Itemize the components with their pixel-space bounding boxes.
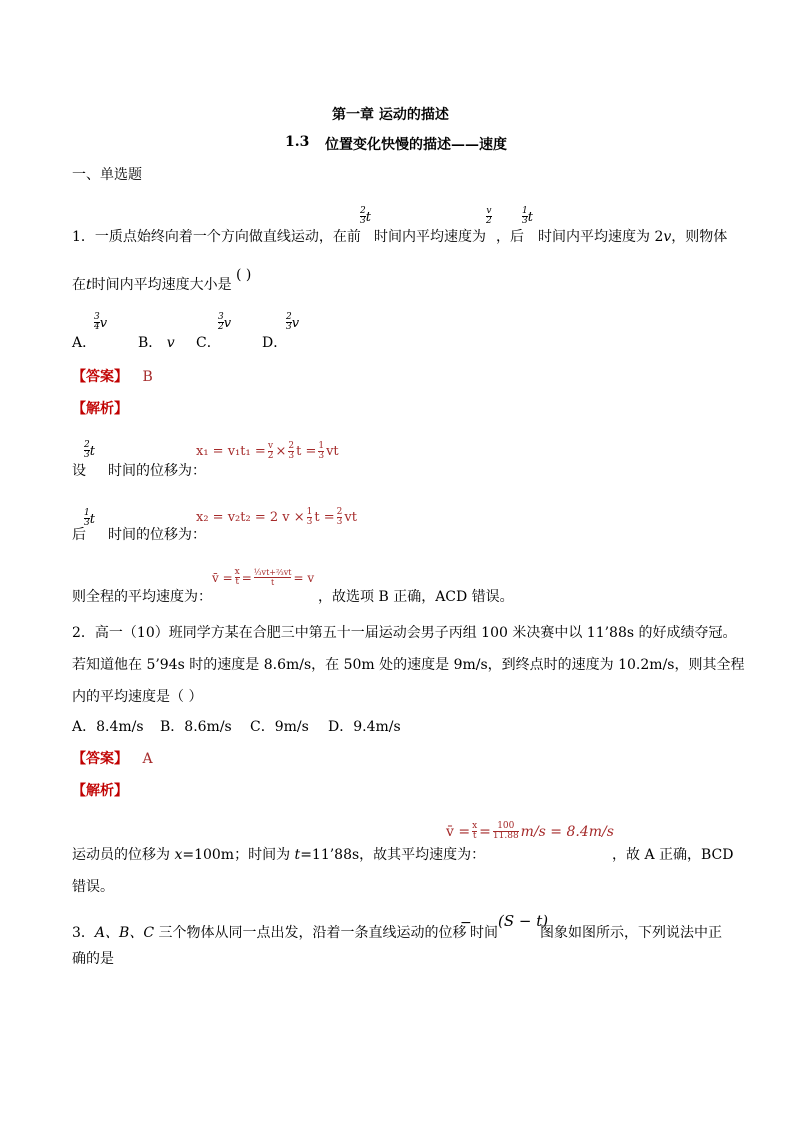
q3-paren: (S − t) [498,912,549,930]
q3-line2: 确的是 [72,951,114,967]
q1-frac-front [360,206,371,226]
chapter-title: 第一章 运动的描述 [332,107,449,123]
q1-option-c-num: 3 [218,312,224,322]
sol3-pre: 则全程的平均速度为： [72,589,212,605]
q2-option-b[interactable]: B．8.6m/s [160,719,232,735]
q1-option-c-frac [218,312,231,332]
q2-sol-x: x [174,847,183,863]
q1-line1 [72,228,361,246]
sol1-pre: 设 [72,463,86,479]
q2-formula-den: 11.88 [492,831,519,841]
q1-option-c[interactable] [196,334,221,352]
q3-dash: − [460,915,472,931]
q1-frac-back-var: t [527,210,533,225]
q1-option-a-label: A． [72,335,97,351]
section-title: 位置变化快慢的描述——速度 [325,137,507,153]
q1-text-a: 1．一质点始终向着一个方向做直线运动，在前 [72,229,361,245]
q3-text-c: 时间 [470,925,498,941]
q3-text-a: 3． [72,925,95,941]
q3-text-d: 图象如图所示，下列说法中正 [540,925,722,941]
q2-sol-a: 运动员的位移为 [72,847,175,863]
q1-frac-front-var: t [365,210,371,225]
q1-answer-paren: ( ) [236,267,252,283]
q2-sol-d: ，故 A 正确，BCD [612,847,734,863]
q2-solution-line1 [72,846,485,864]
q1-option-b-value: v [166,335,175,351]
q1-option-d-label: D． [262,335,288,351]
q2-option-d[interactable]: D．9.4m/s [328,719,401,735]
q2-option-a[interactable]: A．8.4m/s [72,719,144,735]
q1-line1-tail [538,228,727,246]
q1-answer-value: B [142,369,153,385]
q1-option-d-var: v [291,316,300,331]
q1-frac-front-den: 3 [360,216,366,226]
q2-sol-t: t [294,847,301,863]
q2-line3: 内的平均速度是（ ） [72,689,203,705]
q3-text-b: 三个物体从同一点出发，沿着一条直线运动的位移 [154,925,467,941]
q2-sol-c: =11’88s，故其平均速度为： [300,847,486,863]
q1-frac-v-num: v [486,206,492,216]
sol2-post: 时间的位移为： [108,527,206,543]
sol2-frac: $\frac{1}{3}$ t [84,508,95,528]
q1-option-c-var: v [223,316,232,331]
q1-frac-back-num: 1 [522,206,528,216]
q2-formula-num: 100 [497,821,515,831]
q1-text-e: ，则物体 [671,229,728,245]
q1-analysis-tag: 【解析】 [72,401,128,417]
q1-option-c-label: C． [196,335,221,351]
q1-option-c-den: 2 [218,322,224,332]
q2-analysis-tag: 【解析】 [72,783,128,799]
sol3-text [72,588,212,606]
section-number: 1.3 [285,134,310,150]
q1-option-a-den: 4 [94,322,100,332]
q1-option-b[interactable] [138,334,175,352]
q2-line2: 若知道他在 5’94s 时的速度是 8.6m/s，在 50m 处的速度是 9m/s，到终点时的速度为 10.2m/s，则其全程 [72,657,745,673]
q1-line2-a: 在 [72,277,86,293]
q1-line2-t: t [86,277,92,293]
q2-answer-value: A [142,751,153,767]
q2-option-c[interactable]: C．9m/s [250,719,309,735]
q1-option-a-num: 3 [94,312,100,322]
q1-line2 [72,276,232,294]
q2-answer-row [72,750,153,768]
sol1-text [72,462,206,480]
q1-option-b-label: B． [138,335,163,351]
q1-answer-row [72,368,153,386]
q1-option-a[interactable] [72,334,96,352]
q2-sol-b: =100m；时间为 [182,847,295,863]
q1-frac-v-den: 2 [486,216,492,226]
q3-line1 [72,924,467,942]
q1-text-d: 时间内平均速度为 2 [538,229,664,245]
q2-formula-unit: m/s = 8.4m/s [520,823,614,840]
q1-frac-back [522,206,533,226]
q1-answer-tag: 【答案】 [72,369,128,385]
sol3-post: ，故选项 B 正确，ACD 错误。 [318,589,514,605]
sol1-frac: $\frac{2}{3}$ t [84,440,95,460]
q1-text-c: ，后 [496,229,524,245]
sol2-formula: x₂ = v₂t₂ = 2 v × $\frac{1}{3}$ t = $\frac{2}{3}$ vt [196,507,357,527]
q2-answer-tag: 【答案】 [72,751,128,767]
q2-formula: v̄ = $\frac{x}{t}$ = $\frac{100}{11.88}$ m/s = 8.4m/s [446,821,614,841]
q1-frac-front-num: 2 [360,206,366,216]
q1-option-a-frac [94,312,107,332]
q1-frac-v [486,206,492,226]
q1-option-d[interactable] [262,334,287,352]
sol3-formula: v̄ = $\frac{x}{t}$ = $\frac{\text{⅓vt+⅔vt}}{t}$ = v [212,567,315,587]
q1-frac-back-den: 3 [522,216,528,226]
q1-option-d-den: 3 [286,322,292,332]
q1-text-v: v [663,229,672,245]
sol1-formula: x₁ = v₁t₁ = $\frac{v}{2}$ × $\frac{2}{3}$ t = $\frac{1}{3}$ vt [196,441,339,461]
q1-text-b: 时间内平均速度为 [374,229,486,245]
q1-option-a-var: v [99,316,108,331]
sol2-formula-text: x₂ = v₂t₂ = 2 v × [196,510,305,525]
q1-option-d-num: 2 [286,312,292,322]
q1-option-d-frac [286,312,299,332]
q2-sol-e: 错误。 [72,879,114,895]
sol2-pre: 后 [72,527,86,543]
part-title: 一、单选题 [72,167,142,183]
sol2-text [72,526,206,544]
sol1-formula-text: x₁ = v₁t₁ = [196,444,266,459]
q1-line2-b: 时间内平均速度大小是 [91,277,232,293]
sol1-post: 时间的位移为： [108,463,206,479]
q2-line1: 2．高一（10）班同学方某在合肥三中第五十一届运动会男子丙组 100 米决赛中以 11’88s 的好成绩夺冠。 [72,625,737,641]
q3-abc: A、B、C [94,925,155,941]
